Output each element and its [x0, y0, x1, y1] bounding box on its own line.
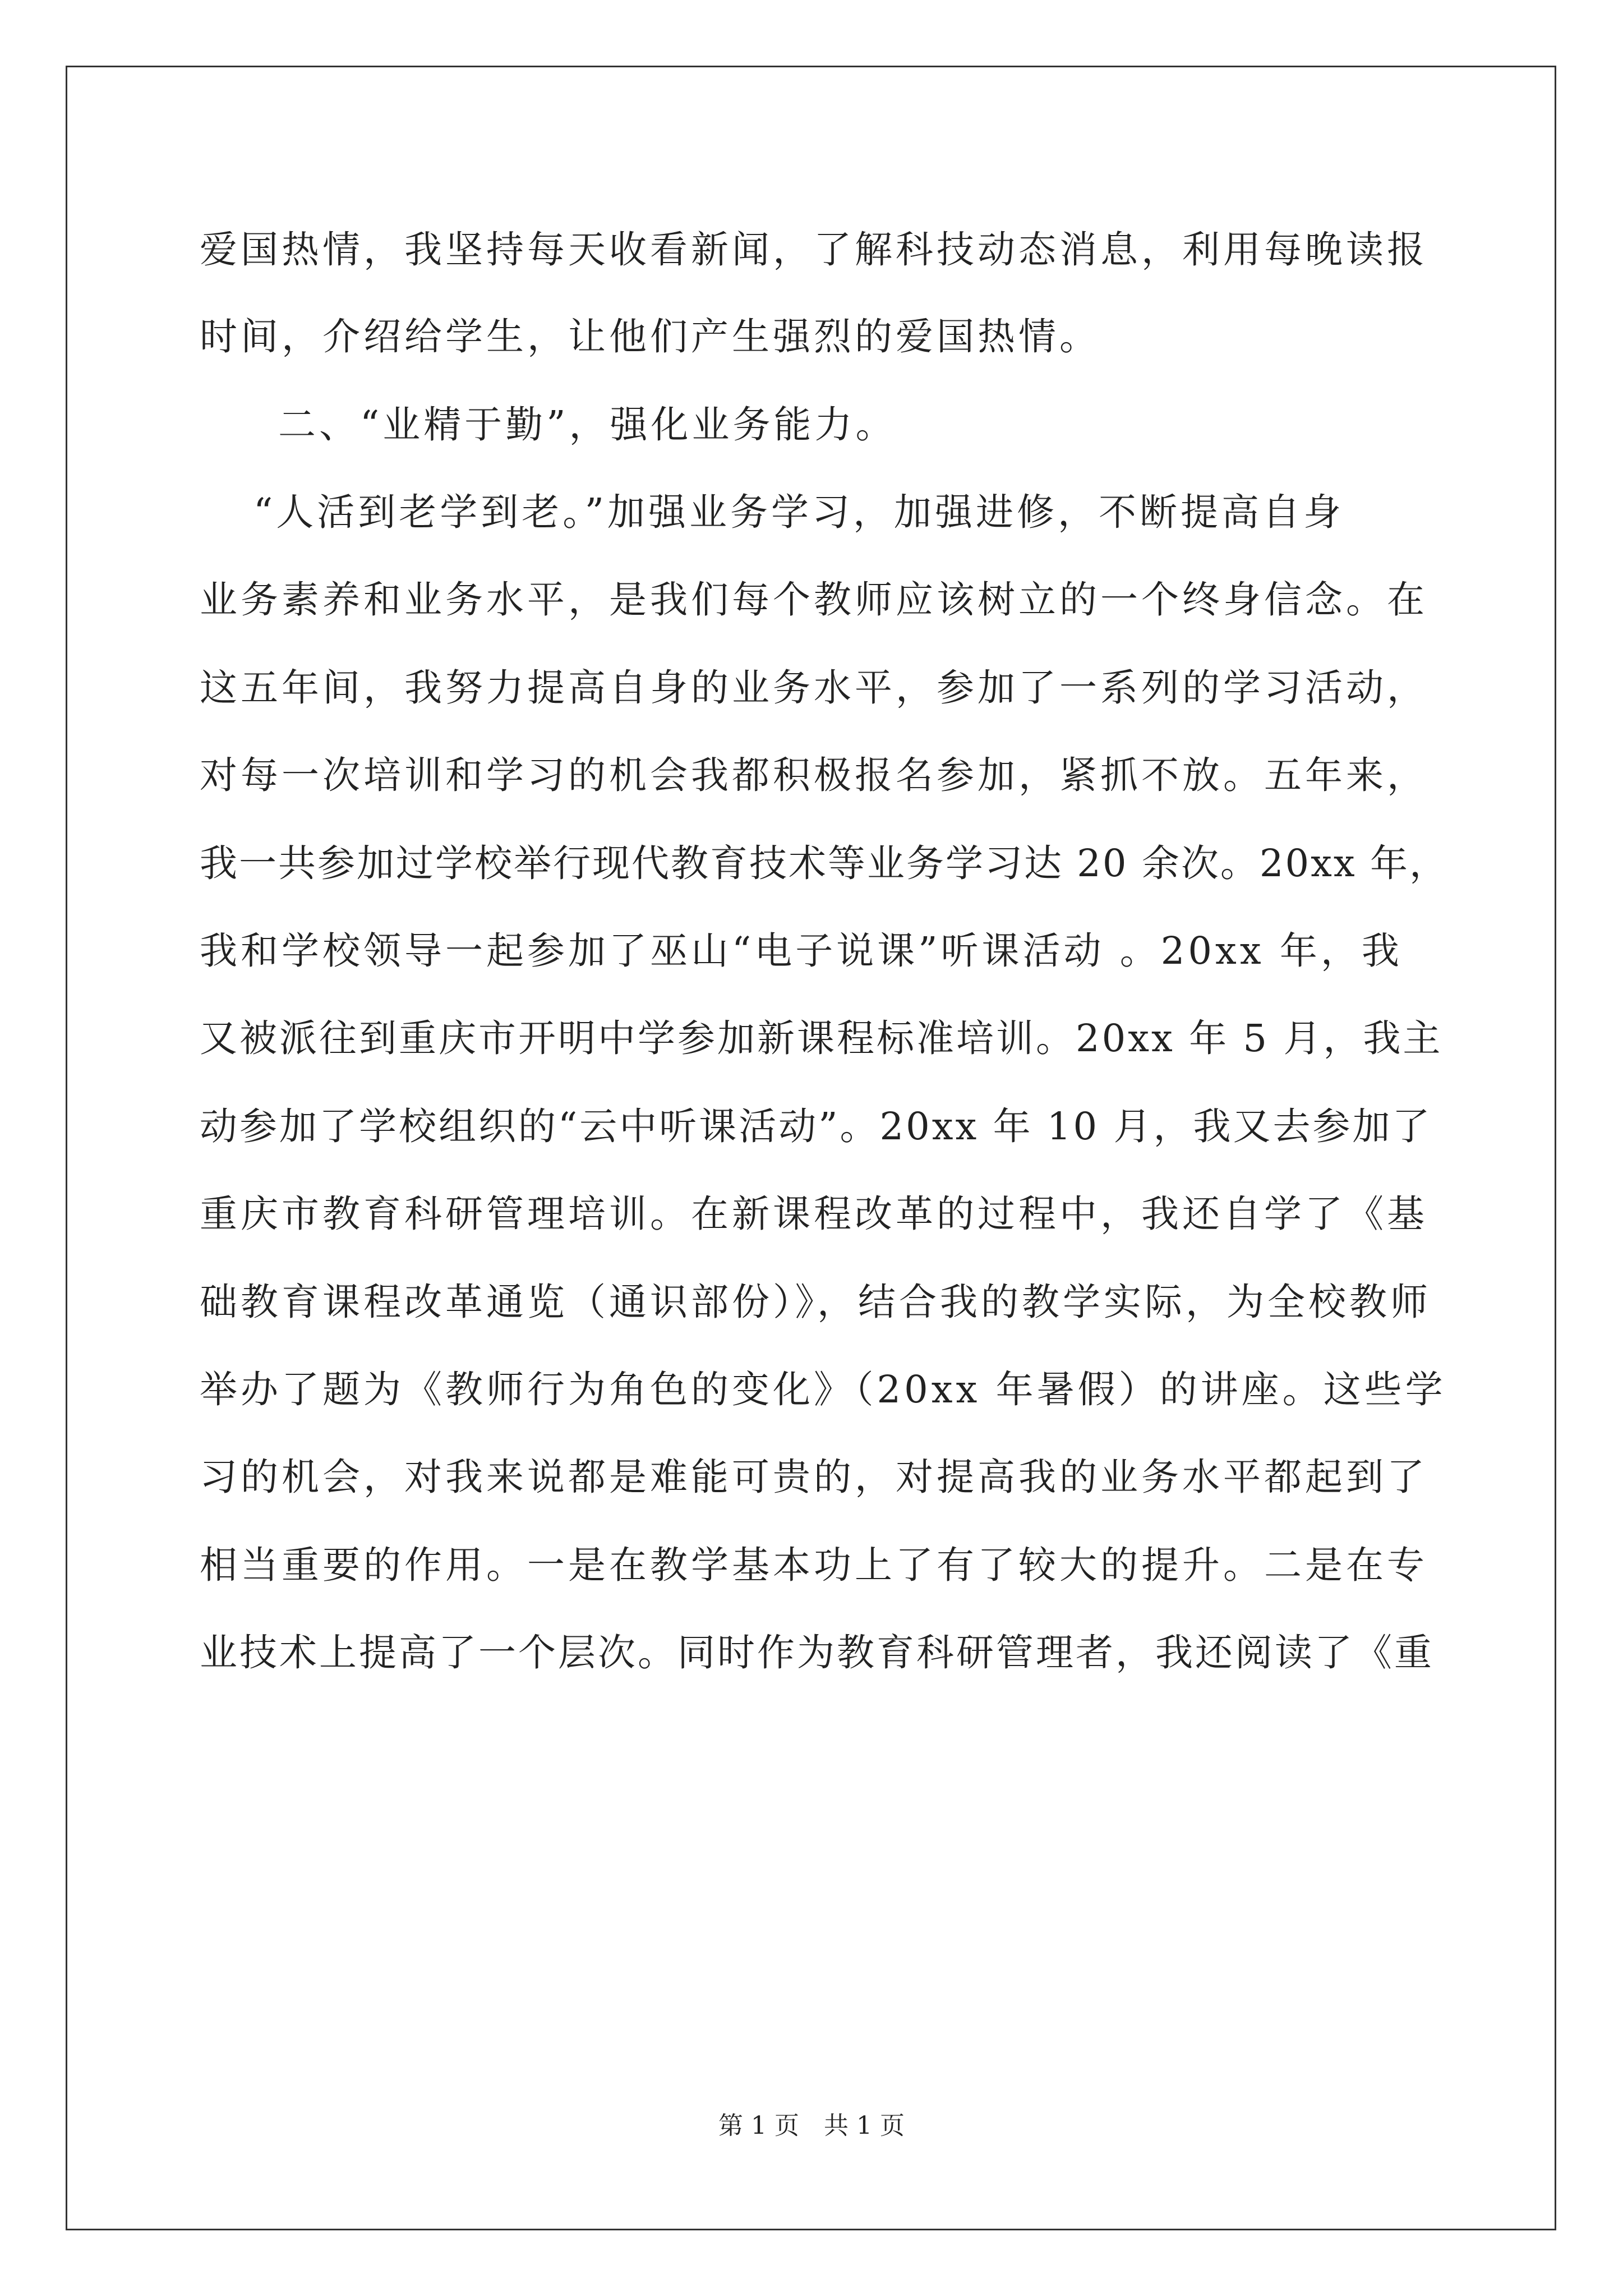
text-line: 业务素养和业务水平，是我们每个教师应该树立的一个终身信念。在 — [200, 578, 1428, 622]
text-line: 对每一次培训和学习的机会我都积极报名参加，紧抓不放。五年来， — [200, 753, 1428, 797]
text-line: 础教育课程改革通览（通识部份）》，结合我的教学实际，为全校教师 — [200, 1280, 1431, 1324]
text-line: 习的机会，对我来说都是难能可贵的，对提高我的业务水平都起到了 — [200, 1455, 1428, 1499]
text-line: 爱国热情，我坚持每天收看新闻，了解科技动态消息，利用每晚读报 — [200, 228, 1428, 272]
text-line: 我和学校领导一起参加了巫山“电子说课”听课活动 。20xx 年，我 — [200, 929, 1403, 973]
text-line: 我一共参加过学校举行现代教育技术等业务学习达 20 余次。20xx 年， — [200, 841, 1449, 885]
text-line: 时间，介绍给学生，让他们产生强烈的爱国热情。 — [200, 315, 1100, 358]
text-line: 又被派往到重庆市开明中学参加新课程标准培训。20xx 年 5 月，我主 — [200, 1016, 1443, 1060]
text-line: 举办了题为《教师行为角色的变化》（20xx 年暑假）的讲座。这些学 — [200, 1368, 1446, 1411]
page-number-footer: 第 1 页 共 1 页 — [718, 2111, 905, 2140]
text-line: 重庆市教育科研管理培训。在新课程改革的过程中，我还自学了《基 — [200, 1192, 1428, 1236]
text-line: 这五年间，我努力提高自身的业务水平，参加了一系列的学习活动， — [200, 666, 1428, 710]
paragraph-first-line: “人活到老学到老。”加强业务学习，加强进修，不断提高自身 — [253, 490, 1345, 534]
section-heading: 二、“业精于勤”，强化业务能力。 — [278, 403, 897, 447]
text-line: 业技术上提高了一个层次。同时作为教育科研管理者，我还阅读了《重 — [200, 1631, 1434, 1674]
text-line: 动参加了学校组织的“云中听课活动”。20xx 年 10 月，我又去参加了 — [200, 1105, 1432, 1148]
text-line: 相当重要的作用。一是在教学基本功上了有了较大的提升。二是在专 — [200, 1543, 1428, 1587]
